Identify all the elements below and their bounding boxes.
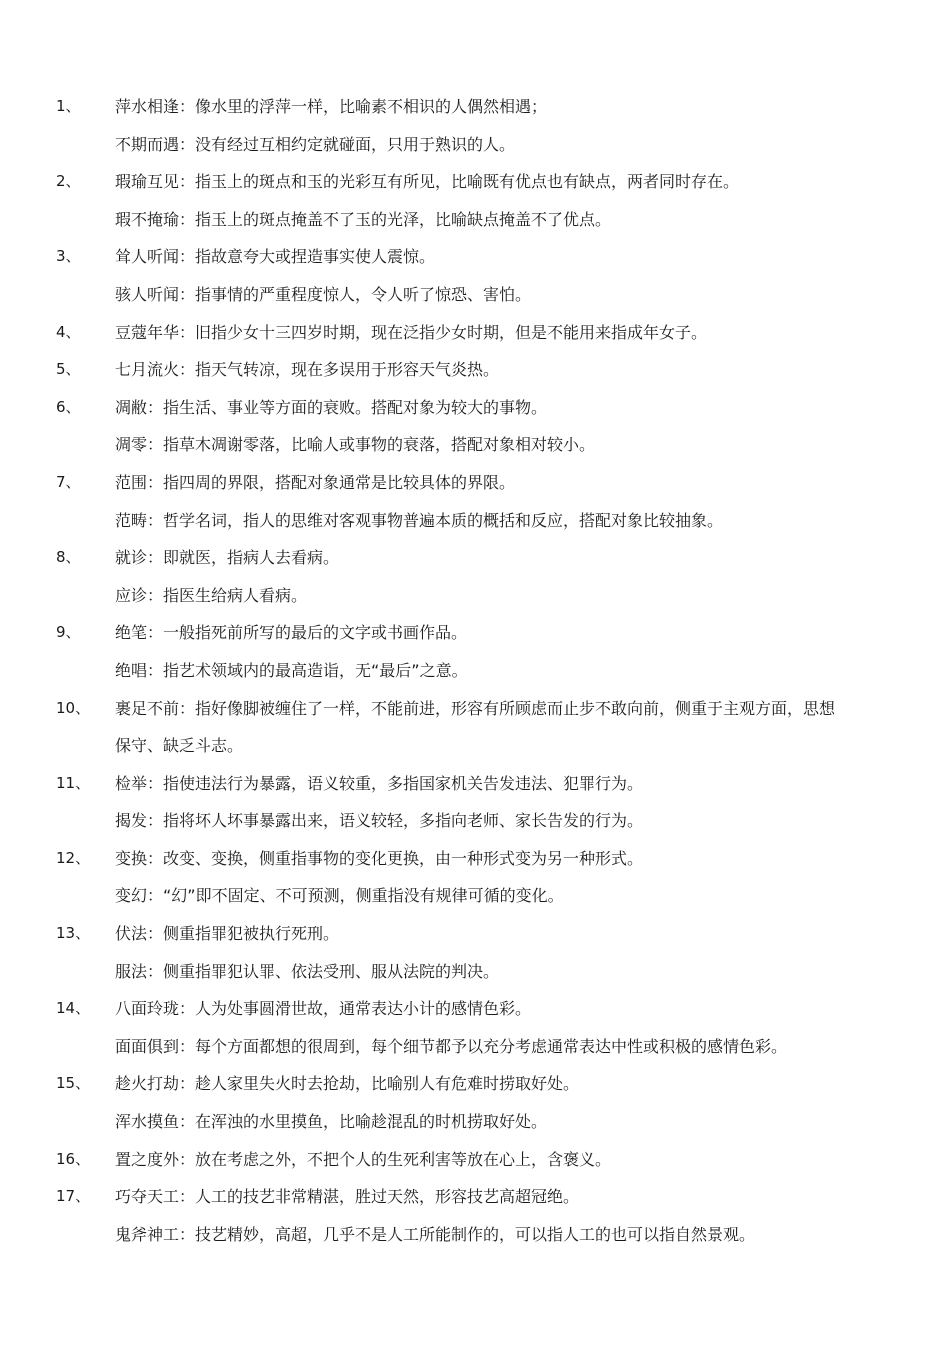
item-number: 13、: [56, 924, 91, 943]
list-item: [0, 163, 950, 238]
definition-text: 检举：指使违法行为暴露，语义较重，多指国家机关告发违法、犯罪行为。: [115, 773, 644, 793]
list-item: [0, 314, 950, 352]
item-number: 10、: [56, 698, 91, 717]
definition-text: 豆蔻年华：旧指少女十三四岁时期，现在泛指少女时期，但是不能用来指成年女子。: [115, 322, 708, 342]
definition-text: 就诊：即就医，指病人去看病。: [115, 548, 340, 568]
definition-text: 萍水相逢：像水里的浮萍一样，比喻素不相识的人偶然相遇；: [115, 97, 548, 116]
list-item: [0, 1141, 950, 1179]
definition-text: 不期而遇：没有经过互相约定就碰面，只用于熟识的人。: [115, 134, 516, 154]
definition-text: 鬼斧神工：技艺精妙，高超，几乎不是人工所能制作的，可以指人工的也可以指自然景观。: [115, 1224, 756, 1244]
definition-text: 范畴：哲学名词，指人的思维对客观事物普遍本质的概括和反应，搭配对象比较抽象。: [115, 510, 724, 530]
definition-text: 伏法：侧重指罪犯被执行死刑。: [115, 924, 340, 944]
list-item: [0, 990, 950, 1065]
definition-text: 凋零：指草木凋谢零落，比喻人或事物的衰落，搭配对象相对较小。: [115, 435, 596, 455]
definition-text: 瑕瑜互见：指玉上的斑点和玉的光彩互有所见，比喻既有优点也有缺点，两者同时存在。: [115, 172, 740, 192]
list-item: [0, 765, 950, 840]
item-number: 9、: [56, 623, 81, 642]
item-number: 3、: [56, 247, 81, 266]
definition-text: 瑕不掩瑜：指玉上的斑点掩盖不了玉的光泽，比喻缺点掩盖不了优点。: [115, 209, 612, 229]
item-number: 12、: [56, 848, 91, 867]
list-item: [0, 539, 950, 614]
item-number: 5、: [56, 360, 81, 379]
definition-text: 七月流火：指天气转凉，现在多误用于形容天气炎热。: [115, 360, 500, 380]
list-item: [0, 389, 950, 464]
item-number: 7、: [56, 472, 81, 491]
definition-text: 置之度外：放在考虑之外，不把个人的生死利害等放在心上，含褒义。: [115, 1149, 612, 1169]
definition-text: 绝笔：一般指死前所写的最后的文字或书画作品。: [115, 623, 468, 643]
item-number: 17、: [56, 1187, 91, 1206]
definition-text: 裹足不前：指好像脚被缠住了一样，不能前进，形容有所顾虑而止步不敢向前，侧重于主观方面，思想保守、缺乏斗志。: [115, 698, 836, 756]
list-item: [0, 238, 950, 313]
list-item: [0, 915, 950, 990]
item-number: 2、: [56, 172, 81, 191]
item-number: 6、: [56, 397, 81, 416]
item-number: 14、: [56, 999, 91, 1018]
idiom-list: [0, 88, 950, 1253]
list-item: [0, 1065, 950, 1140]
list-item: [0, 840, 950, 915]
definition-text: 骇人听闻：指事情的严重程度惊人，令人听了惊恐、害怕。: [115, 284, 532, 304]
definition-text: 范围：指四周的界限，搭配对象通常是比较具体的界限。: [115, 472, 516, 492]
item-number: 1、: [56, 97, 81, 115]
definition-text: 八面玲珑：人为处事圆滑世故，通常表达小计的感情色彩。: [115, 999, 532, 1019]
definition-text: 揭发：指将坏人坏事暴露出来，语义较轻，多指向老师、家长告发的行为。: [115, 811, 644, 831]
list-item: [0, 1178, 950, 1253]
list-item: [0, 690, 950, 765]
definition-text: 耸人听闻：指故意夸大或捏造事实使人震惊。: [115, 247, 436, 267]
definition-text: 应诊：指医生给病人看病。: [115, 585, 308, 605]
definition-text: 巧夺天工：人工的技艺非常精湛，胜过天然，形容技艺高超冠绝。: [115, 1187, 580, 1207]
list-item: [0, 614, 950, 689]
item-number: 16、: [56, 1149, 91, 1168]
definition-text: 服法：侧重指罪犯认罪、依法受刑、服从法院的判决。: [115, 961, 500, 981]
definition-text: 趁火打劫：趁人家里失火时去抢劫，比喻别人有危难时捞取好处。: [115, 1074, 580, 1094]
definition-text: 面面俱到：每个方面都想的很周到，每个细节都予以充分考虑通常表达中性或积极的感情色彩。: [115, 1036, 788, 1056]
list-item: [0, 88, 950, 163]
definition-text: 浑水摸鱼：在浑浊的水里摸鱼，比喻趁混乱的时机捞取好处。: [115, 1112, 548, 1132]
definition-text: 变换：改变、变换，侧重指事物的变化更换，由一种形式变为另一种形式。: [115, 848, 644, 868]
list-item: [0, 464, 950, 539]
item-number: 8、: [56, 548, 81, 567]
definition-text: 绝唱：指艺术领域内的最高造诣，无“最后”之意。: [115, 660, 468, 680]
item-number: 4、: [56, 322, 81, 341]
definition-text: 变幻：“幻”即不固定、不可预测，侧重指没有规律可循的变化。: [115, 886, 564, 906]
item-number: 11、: [56, 773, 91, 792]
definition-text: 凋敝：指生活、事业等方面的衰败。搭配对象为较大的事物。: [115, 397, 548, 417]
list-item: [0, 351, 950, 389]
item-number: 15、: [56, 1074, 91, 1093]
